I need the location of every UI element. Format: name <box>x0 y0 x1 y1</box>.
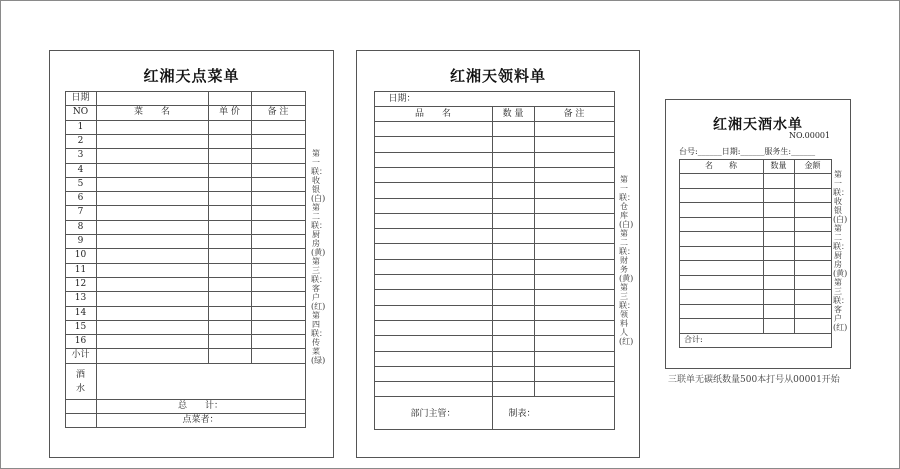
requisition-side-note: 第一联：仓库(白)第二联：财务(黄)第三联：领料人(红) <box>619 175 635 346</box>
requisition-maker-label: 制表： <box>508 409 536 420</box>
wine-side-note: 第一联：收银(白)第二联：厨房(黄)第三联：客户(红) <box>833 170 849 332</box>
wine-row-line <box>679 275 831 276</box>
requisition-row-line <box>374 305 614 306</box>
order-row-line <box>65 191 305 192</box>
wine-header-cell: 数量 <box>770 161 787 170</box>
requisition-col-line <box>614 91 615 430</box>
requisition-header-cell: 数 量 <box>502 109 524 119</box>
order-total-label: 总 计： <box>177 400 223 411</box>
order-row-number: 13 <box>74 293 87 304</box>
requisition-row-line <box>374 167 614 168</box>
requisition-row-line <box>374 198 614 199</box>
order-row-line <box>65 263 305 264</box>
wine-table <box>679 159 831 358</box>
wine-row-line <box>679 260 831 261</box>
requisition-col-line <box>534 106 535 396</box>
requisition-table <box>374 91 614 431</box>
wine-title: 红湘天酒水单 <box>713 117 803 133</box>
order-row-line <box>65 220 305 221</box>
order-row-line <box>65 248 305 249</box>
order-row-line <box>65 348 305 349</box>
order-row-line <box>65 334 305 335</box>
requisition-header-cell: 品 名 <box>414 109 451 119</box>
order-header-cell: 菜 名 <box>133 107 170 118</box>
requisition-col-line <box>374 91 375 429</box>
order-row-number: 10 <box>74 250 87 261</box>
order-orderer-label: 点菜者： <box>182 415 219 425</box>
order-col-line <box>251 91 252 363</box>
requisition-row-line <box>374 228 614 229</box>
order-wine-label: 水 <box>75 383 85 394</box>
requisition-dept-label: 部门主管： <box>410 409 456 420</box>
order-row-line <box>65 306 305 307</box>
order-row-line <box>65 91 305 92</box>
wine-total-label: 合计: <box>684 334 703 344</box>
wine-header-cell: 金额 <box>804 161 821 170</box>
requisition-row-line <box>374 152 614 153</box>
order-header-cell: 单 价 <box>219 107 240 118</box>
requisition-row-line <box>374 351 614 352</box>
order-row-number: 14 <box>74 307 87 318</box>
order-row-number: 4 <box>77 164 84 175</box>
wine-header-cell: 名 称 <box>705 161 737 170</box>
order-header-cell: 备 注 <box>267 107 289 118</box>
wine-row-line <box>679 217 831 218</box>
order-row-line <box>65 320 305 321</box>
wine-row-line <box>679 304 831 305</box>
wine-info-line: 台号:______日期:______服务生:______ <box>679 147 816 156</box>
order-row-number: 9 <box>77 236 84 246</box>
wine-row-line <box>679 246 831 247</box>
wine-row-line <box>679 289 831 290</box>
requisition-date-label: 日期： <box>388 94 416 104</box>
order-table <box>65 91 305 427</box>
order-sheet <box>49 50 334 458</box>
order-row-number: 11 <box>74 264 87 275</box>
order-header-cell: NO <box>72 107 89 118</box>
order-row-line <box>65 291 305 292</box>
order-col-line <box>96 91 97 427</box>
requisition-header-cell: 备 注 <box>563 109 585 119</box>
order-title: 红湘天点菜单 <box>143 67 240 85</box>
order-row-line <box>65 120 305 121</box>
requisition-sheet <box>356 50 640 458</box>
order-row-line <box>65 163 305 164</box>
requisition-row-line <box>374 121 614 122</box>
wine-row-line <box>679 231 831 232</box>
requisition-row-line <box>374 136 614 137</box>
order-col-line <box>305 91 306 428</box>
order-row-number: 3 <box>77 150 84 161</box>
order-row-number: 5 <box>77 178 84 189</box>
order-row-line <box>65 427 305 428</box>
requisition-row-line <box>374 335 614 336</box>
order-side-note: 第一联：收银(白)第二联：厨房(黄)第三联：客户(红)第四联：传菜(绿) <box>311 149 327 365</box>
requisition-row-line <box>374 91 614 92</box>
order-row-line <box>65 148 305 149</box>
order-row-line <box>65 177 305 178</box>
order-row-line <box>65 134 305 135</box>
wine-row-line <box>679 318 831 319</box>
wine-col-line <box>794 159 795 333</box>
caption: 三联单无碳纸数量500本打号从00001开始 <box>668 375 840 385</box>
order-row-number: 1 <box>77 121 84 132</box>
order-row-line <box>65 234 305 235</box>
order-row-number: 2 <box>77 135 84 146</box>
requisition-row-line <box>374 320 614 321</box>
requisition-row-line <box>374 396 614 397</box>
requisition-row-line <box>374 274 614 275</box>
requisition-row-line <box>374 381 614 382</box>
wine-col-line <box>763 159 764 333</box>
requisition-row-line <box>374 429 614 430</box>
requisition-row-line <box>374 259 614 260</box>
wine-number: NO.00001 <box>789 131 831 140</box>
order-wine-label: 酒 <box>75 369 85 380</box>
order-row-line <box>65 363 305 364</box>
wine-sheet <box>665 99 851 369</box>
order-col-line <box>208 91 209 363</box>
order-row-number: 7 <box>77 207 84 218</box>
wine-col-line <box>831 159 832 348</box>
order-row-line <box>65 277 305 278</box>
requisition-row-line <box>374 182 614 183</box>
requisition-row-line <box>374 213 614 214</box>
order-row-number: 15 <box>74 321 87 332</box>
order-subtotal-label: 小计 <box>71 350 90 361</box>
wine-row-line <box>679 347 831 348</box>
requisition-row-line <box>374 289 614 290</box>
requisition-row-line <box>374 106 614 107</box>
requisition-col-line <box>492 106 493 429</box>
order-row-number: 6 <box>77 193 84 204</box>
order-row-line <box>65 205 305 206</box>
order-date-label: 日期 <box>71 93 90 103</box>
wine-col-line <box>679 159 680 347</box>
wine-row-line <box>679 202 831 203</box>
requisition-row-line <box>374 366 614 367</box>
order-row-number: 16 <box>74 336 87 347</box>
order-row-number: 8 <box>77 221 84 232</box>
wine-row-line <box>679 173 831 174</box>
requisition-row-line <box>374 243 614 244</box>
requisition-title: 红湘天领料单 <box>449 67 546 85</box>
wine-row-line <box>679 188 831 189</box>
order-row-number: 12 <box>74 278 87 289</box>
